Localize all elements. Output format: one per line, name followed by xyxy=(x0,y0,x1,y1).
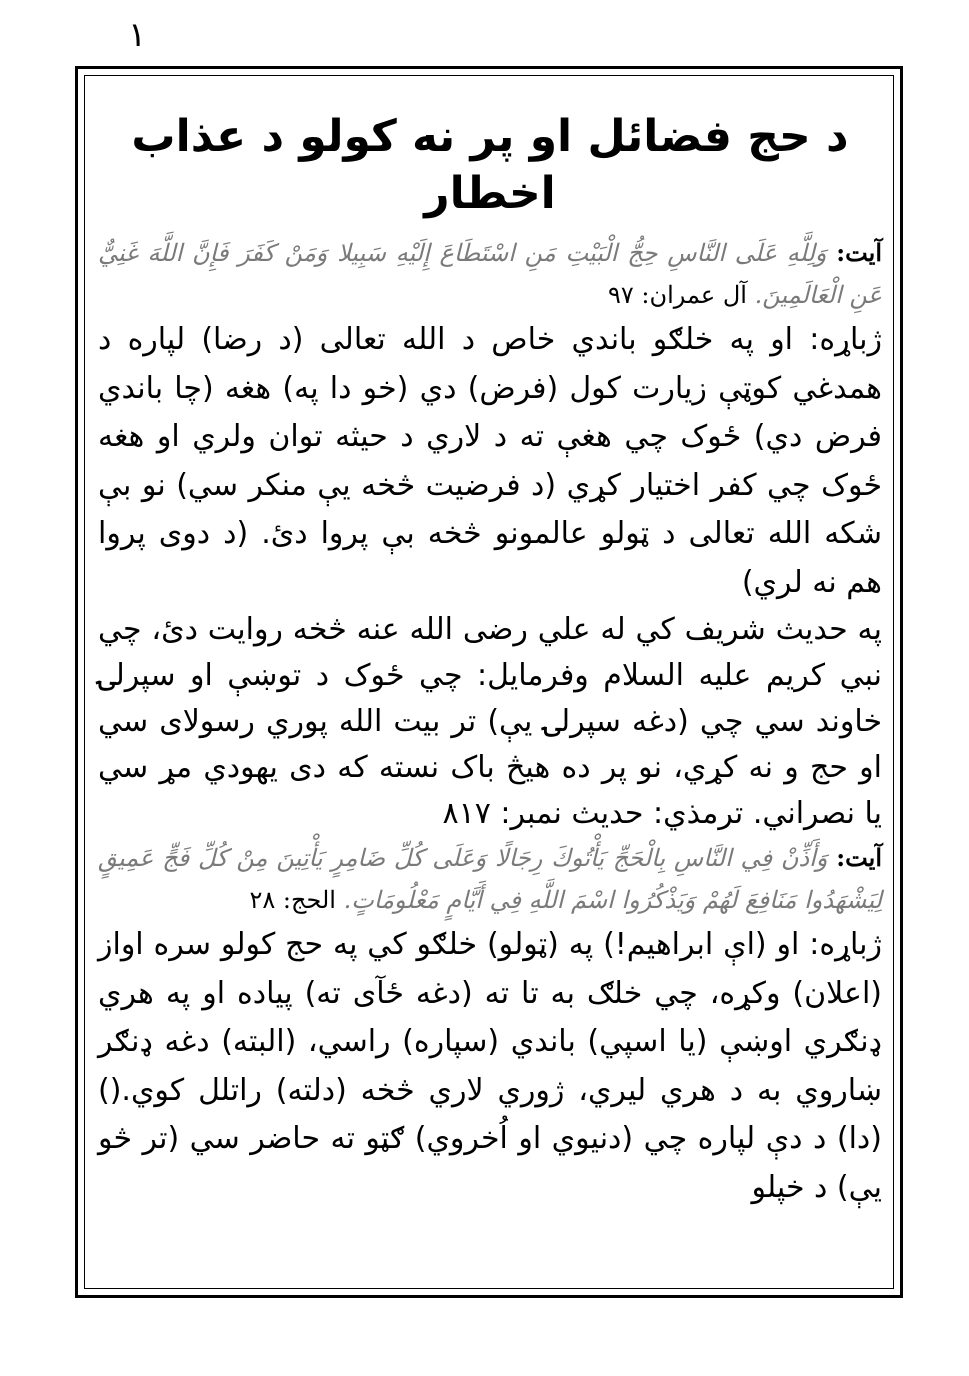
page-title: د حج فضائل او پر نه کولو د عذاب اخطار xyxy=(131,111,849,220)
page-number: ١ xyxy=(128,15,147,55)
quran-verse: وَأَذِّنْ فِي النَّاسِ بِالْحَجِّ يَأْتُوكَ رِجَالًا وَعَلَى كُلِّ ضَامِرٍ يَأْتِينَ مِنْ كُلِّ فَجٍّ عَمِيقٍ لِيَشْهَدُوا مَنَافِعَ لَهُمْ وَيَذْكُرُوا اسْمَ اللَّهِ فِي أَيَّامٍ مَعْلُومَاتٍ. xyxy=(98,844,882,915)
hadith-paragraph: په حديث شريف کي له علي رضی الله عنه څخه روايت دئ، چي نبي کريم عليه السلام وفرمايل: چي ځوک د توښې او سپرلۍ خاوند سي چي (دغه سپرلۍ يې) تر بيت الله پوري رسولای سي او حج و نه کړي، نو پر ده هيڅ باک نسته که دی يهودي مړ سي يا نصراني. ترمذي: حديث نمبر: ٨١٧ xyxy=(98,612,882,832)
ayah-reference: آل عمران: ٩٧ xyxy=(607,281,747,310)
quran-verse: وَلِلَّهِ عَلَى النَّاسِ حِجُّ الْبَيْتِ مَنِ اسْتَطَاعَ إِلَيْهِ سَبِيلا وَمَنْ كَفَرَ فَإِنَّ اللَّهَ غَنِيٌّ عَنِ الْعَالَمِينَ. xyxy=(98,239,882,310)
ayah-block-1 xyxy=(98,232,882,316)
translation-paragraph-1: ژباړه: او په خلګو باندي خاص د الله تعالی (د رضا) لپاره د همدغي کوټې زيارت کول (فرض) دي (خو دا په) هغه (چا باندي فرض دي) ځوک چي هغې ته د لاري د حيثه توان ولري او هغه ځوک چي کفر اختيار کړي (د فرضيت څخه يې منکر سي) نو بې شکه الله تعالی د ټولو عالمونو څخه بې پروا دئ. (د دوی پروا هم نه لري) xyxy=(98,322,882,600)
translation-paragraph-2: ژباړه: او (اې ابراهيم!) په (ټولو) خلګو کي په حج کولو سره اواز (اعلان) وکړه، چي خلګ به تا ته (دغه ځآی ته) پياده او په هري ډنګري اوښې (يا اسپي) باندي (سپاره) راسي، (البته) دغه ډنګر ښاروي به د هري ليري، ژوري لاري څخه (دلته) راتلل کوي.() (دا) د دې لپاره چي (دنيوي او اُخروي) ګټو ته حاضر سي (تر څو يې) د خپلو xyxy=(98,927,882,1205)
ayah-reference: الحج: ٢٨ xyxy=(249,886,336,915)
ayah-label: آيت: xyxy=(836,238,882,268)
ayah-label: آيت: xyxy=(836,843,882,873)
ayah-block-2 xyxy=(98,837,882,921)
page-content xyxy=(98,108,882,1212)
